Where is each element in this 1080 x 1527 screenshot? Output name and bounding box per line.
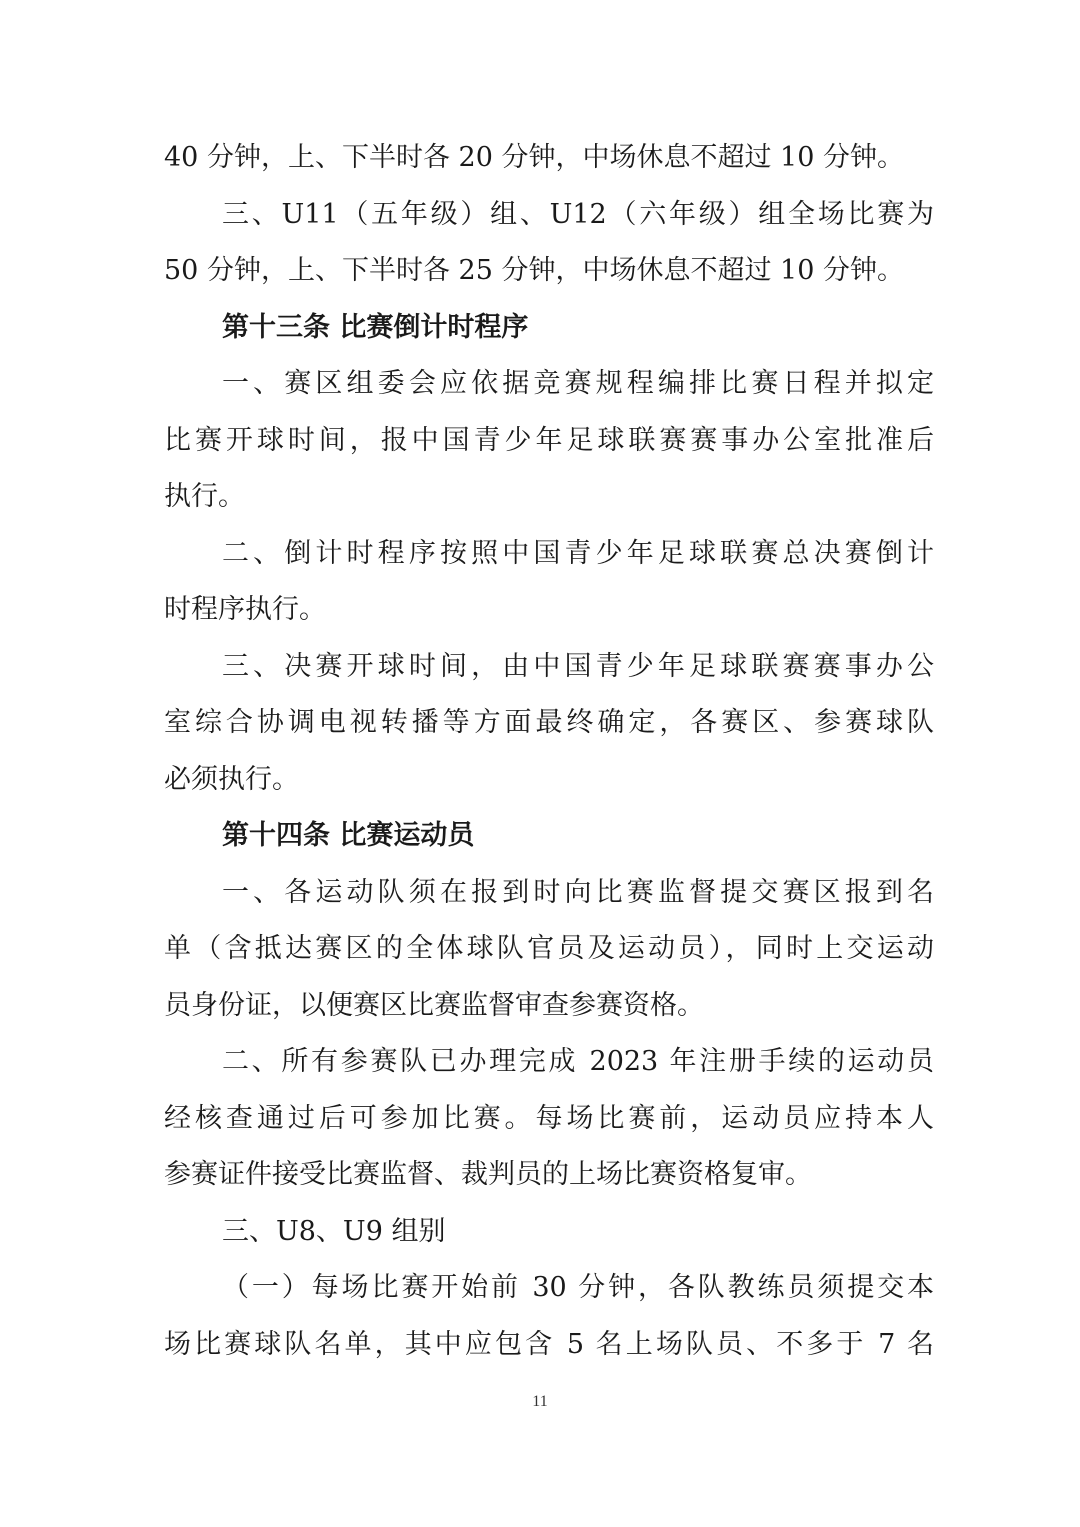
text-line-7: 执行。 <box>164 481 245 512</box>
text-line-8: 二、倒计时程序按照中国青少年足球联赛总决赛倒计 <box>222 537 934 569</box>
text-line-6: 比赛开球时间，报中国青少年足球联赛赛事办公室批准后 <box>164 424 934 456</box>
text-line-15: 单（含抵达赛区的全体球队官员及运动员），同时上交运动 <box>164 933 934 964</box>
text-line-21: （一）每场比赛开始前 30 分钟，各队教练员须提交本 <box>222 1272 934 1303</box>
text-line-22: 场比赛球队名单，其中应包含 5 名上场队员、不多于 7 名 <box>164 1328 934 1360</box>
text-line-19: 参赛证件接受比赛监督、裁判员的上场比赛资格复审。 <box>164 1159 812 1190</box>
text-line-14: 一、各运动队须在报到时向比赛监督提交赛区报到名 <box>222 876 934 908</box>
text-line-3: 50 分钟，上、下半时各 25 分钟，中场休息不超过 10 分钟。 <box>164 255 904 286</box>
text-line-5: 一、赛区组委会应依据竞赛规程编排比赛日程并拟定 <box>222 368 934 399</box>
text-line-10: 三、决赛开球时间，由中国青少年足球联赛赛事办公 <box>222 650 934 682</box>
text-line-16: 员身份证，以便赛区比赛监督审查参赛资格。 <box>164 989 704 1021</box>
article-13-heading: 第十三条 比赛倒计时程序 <box>222 311 529 343</box>
text-line-1: 40 分钟，上、下半时各 20 分钟，中场休息不超过 10 分钟。 <box>164 142 904 173</box>
text-line-12: 必须执行。 <box>164 763 299 795</box>
page-number: 11 <box>532 1393 548 1410</box>
text-line-17: 二、所有参赛队已办理完成 2023 年注册手续的运动员 <box>222 1046 934 1077</box>
text-line-18: 经核查通过后可参加比赛。每场比赛前，运动员应持本人 <box>164 1102 934 1134</box>
text-line-2: 三、U11（五年级）组、U12（六年级）组全场比赛为 <box>222 198 934 230</box>
article-14-heading: 第十四条 比赛运动员 <box>222 820 475 851</box>
text-line-11: 室综合协调电视转播等方面最终确定，各赛区、参赛球队 <box>164 707 934 738</box>
document-body <box>164 130 934 1373</box>
text-line-20: 三、U8、U9 组别 <box>222 1215 446 1247</box>
text-line-9: 时程序执行。 <box>164 594 326 625</box>
